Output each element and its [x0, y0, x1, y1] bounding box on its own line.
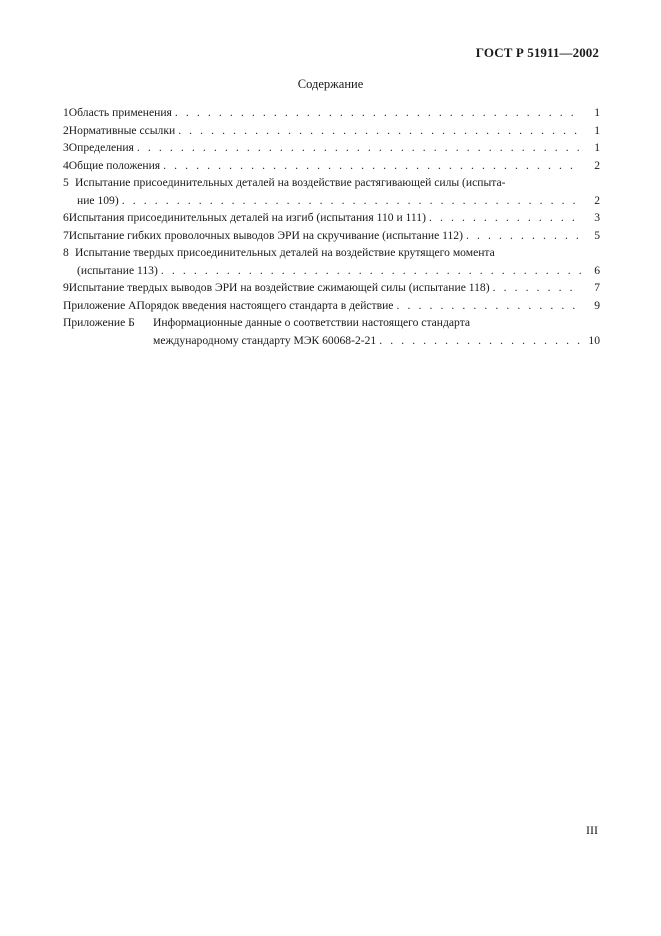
leader-dots [161, 262, 581, 280]
toc-entry-number: 3 [63, 141, 69, 154]
toc-entry-title: Область применения [68, 106, 172, 119]
toc-entry-page: 1 [594, 123, 600, 137]
toc-entry-number: 5 [63, 176, 69, 189]
toc-entry-title: Испытания присоединительных деталей на изгиб (испытания 110 и 111) [68, 211, 426, 224]
toc-entry-number: 2 [63, 123, 69, 137]
toc-entry-number: 6 [63, 211, 69, 224]
toc-entry-1[interactable] [63, 104, 600, 122]
toc-entry-title-line2: ние 109) [77, 193, 119, 207]
toc-entry-title: Испытание гибких проволочных выводов ЭРИ на скручивание (испытание 112) [68, 228, 463, 242]
toc-entry-page: 3 [594, 211, 600, 224]
appendix-page: 9 [594, 298, 600, 312]
toc-entry-title-line1: Испытание твердых присоединительных деталей на воздействие крутящего момента [75, 246, 495, 259]
appendix-label: Приложение Б [63, 316, 135, 329]
toc-entry-page: 6 [594, 263, 600, 277]
leader-dots [493, 279, 581, 297]
toc-entry-number: 1 [63, 106, 69, 119]
leader-dots [137, 139, 581, 157]
toc-entry-page: 2 [594, 158, 600, 172]
toc-entry-8[interactable] [63, 244, 600, 279]
leader-dots [178, 122, 581, 140]
toc-title: Содержание [297, 77, 364, 91]
toc-entry-title-line1: Испытание присоединительных деталей на воздействие растягивающей силы (испыта- [75, 176, 506, 189]
appendix-page: 10 [588, 333, 600, 347]
toc-entry-page: 2 [594, 193, 600, 207]
toc-appendix-a[interactable] [63, 297, 600, 315]
appendix-title-line2: международному стандарту МЭК 60068-2-21 [153, 333, 377, 347]
appendix-label: Приложение А [63, 298, 137, 312]
toc-appendix-b[interactable] [63, 314, 600, 349]
toc-entry-number: 7 [63, 228, 69, 242]
leader-dots [122, 192, 581, 210]
toc-entry-title: Определения [68, 141, 134, 154]
table-of-contents [63, 104, 600, 349]
toc-entry-title: Общие положения [68, 158, 161, 172]
toc-entry-page: 1 [594, 141, 600, 154]
leader-dots [429, 209, 581, 227]
page-number: III [586, 823, 598, 837]
toc-entry-number: 4 [63, 158, 69, 172]
toc-entry-title-line2: (испытание 113) [77, 263, 158, 277]
toc-entry-2[interactable] [63, 122, 600, 140]
toc-entry-title: Испытание твердых выводов ЭРИ на воздействие сжимающей силы (испытание 118) [68, 281, 490, 294]
toc-entry-page: 7 [594, 281, 600, 294]
appendix-title: Порядок введения настоящего стандарта в действие [136, 298, 394, 312]
toc-entry-3[interactable] [63, 139, 600, 157]
leader-dots [175, 104, 581, 122]
toc-entry-number: 8 [63, 246, 69, 259]
toc-entry-page: 5 [594, 228, 600, 242]
toc-entry-5[interactable] [63, 174, 600, 209]
toc-entry-page: 1 [594, 106, 600, 119]
leader-dots [396, 297, 581, 315]
toc-entry-7[interactable] [63, 227, 600, 245]
appendix-title-line1: Информационные данные о соответствии настоящего стандарта [153, 316, 471, 329]
toc-entry-6[interactable] [63, 209, 600, 227]
toc-entry-4[interactable] [63, 157, 600, 175]
leader-dots [466, 227, 581, 245]
toc-entry-title: Нормативные ссылки [68, 123, 176, 137]
toc-entry-9[interactable] [63, 279, 600, 297]
toc-entry-number: 9 [63, 281, 69, 294]
leader-dots [163, 157, 581, 175]
document-code: ГОСТ Р 51911—2002 [475, 45, 599, 60]
leader-dots [379, 332, 581, 350]
